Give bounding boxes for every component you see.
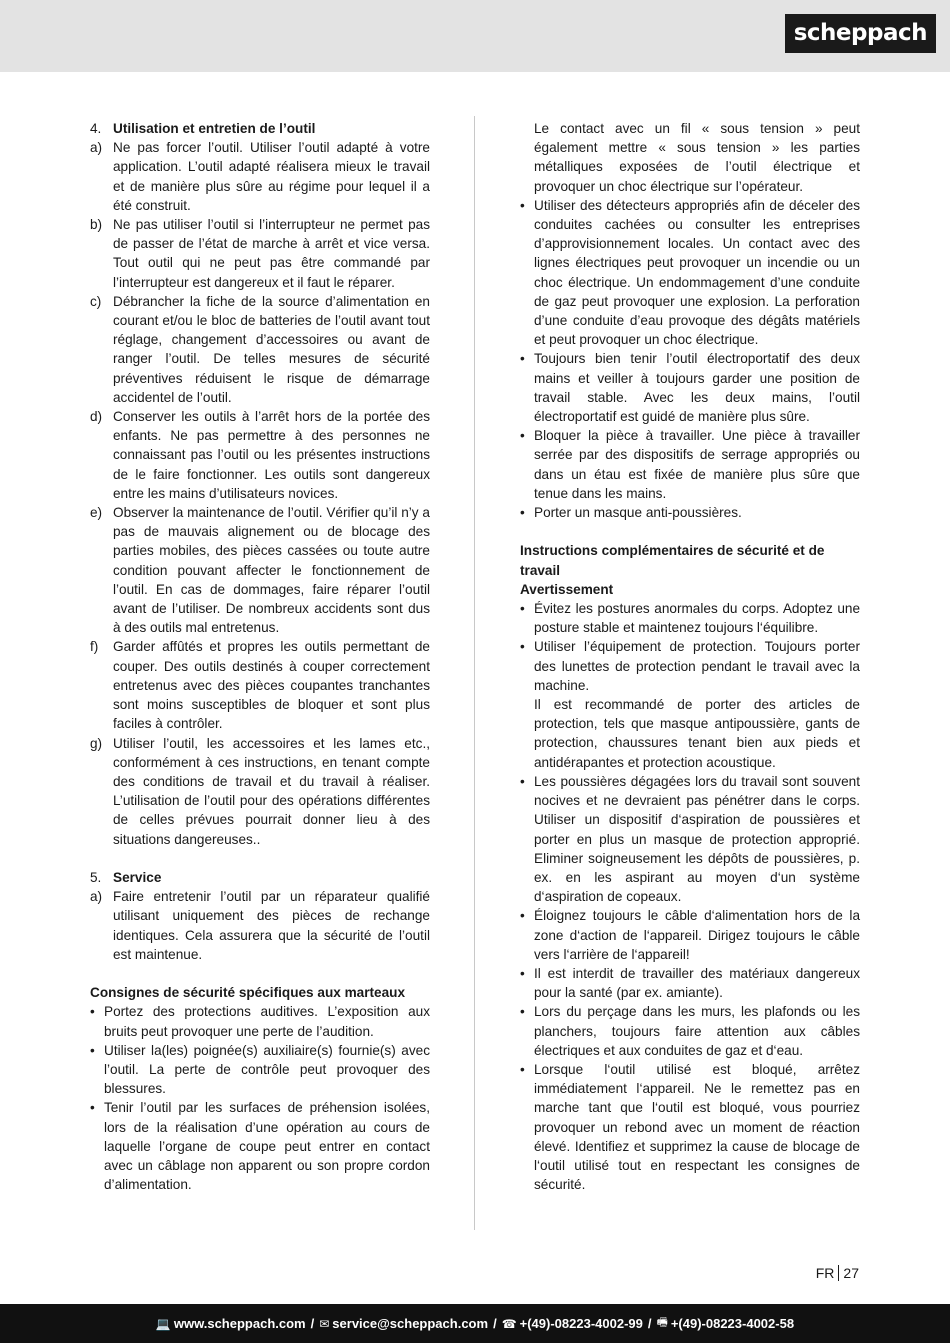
section-title: Service [113, 869, 162, 885]
brand-logo: scheppach [785, 14, 936, 53]
protection-note: Il est recommandé de porter des articles de protection, tels que masque antipoussière, gants de protection, chaussures tenant bien aux pieds et antidérapantes et protection acoustique. [534, 697, 860, 770]
bullet-icon: • [520, 773, 525, 789]
bullet-item: • Utiliser la(les) poignée(s) auxiliaire(s) fournie(s) avec l’outil. La perte de contrôle peut provoquer des blessures. [90, 1041, 430, 1099]
bullet-item: • Il est interdit de travailler des matériaux dangereux pour la santé (par ex. amiante). [520, 964, 860, 1002]
footer-bar [0, 1304, 950, 1343]
footer-email[interactable]: service@scheppach.com [332, 1316, 489, 1331]
bullet-icon: • [520, 908, 525, 924]
spacer [90, 849, 430, 868]
list-item: e) Observer la maintenance de l’outil. Vérifier qu’il n’y a pas de mauvais alignement ou de blocage des parties mobiles, des pièces cassées ou toute autre condition pouvant affecter le fonctionnement de l’outil. En cas de dommages, faire réparer l’outil avant de l’utiliser. De nombreux accidents sont dus à des outils mal entretenus. [90, 505, 430, 636]
fax-icon: 🖷 [656, 1315, 668, 1329]
bullet-item: • Porter un masque anti-poussières. [520, 503, 860, 522]
spacer [90, 964, 430, 983]
extra-instructions-title: Instructions complémentaires de sécurité et de travail [520, 543, 825, 578]
bullet-item: • Lorsque l‘outil utilisé est bloqué, arrêtez immédiatement l‘appareil. Ne le remettez pas en marche tant que l‘outil est bloqué, vous pourriez provoquer un rebond avec un moment de réaction élevé. Identifiez et supprimez la cause de blocage de l‘outil utilisé tout en respectant les consignes de sécurité. [520, 1060, 860, 1194]
bullet-icon: • [520, 197, 525, 213]
page-separator [838, 1265, 839, 1281]
section-4-heading [90, 119, 430, 138]
left-column [90, 119, 430, 1194]
bullet-icon: • [520, 1061, 525, 1077]
mail-icon: ✉ [319, 1316, 330, 1331]
list-item: g) Utiliser l’outil, les accessoires et les lames etc., conformément à ces instructions, en tenant compte des conditions de travail et du travail à réaliser. L’utilisation de l’outil pour des opérations différentes de celles prévues pourrait donner lieu à des situations dangereuses.. [90, 735, 430, 847]
hammer-safety-title: Consignes de sécurité spécifiques aux marteaux [90, 985, 406, 1001]
page-index: 27 [843, 1265, 859, 1281]
list-item: f) Garder affûtés et propres les outils permettant de couper. Des outils destinés à couper correctement entretenus avec des pièces coupantes tranchantes sont moins susceptibles de bloquer et sont plus faciles à contrôler. [90, 639, 430, 732]
section-number: 5. [90, 869, 102, 885]
section-5-heading [90, 868, 430, 887]
page-number [816, 1265, 859, 1281]
continued-paragraph: Le contact avec un fil « sous tension » peut également mettre « sous tension » les parties métalliques exposées de l’outil électrique et provoquer un choc électrique sur l’opérateur. [534, 121, 860, 194]
phone-icon: ☎ [501, 1316, 517, 1331]
bullet-icon: • [520, 428, 525, 444]
bullet-icon: • [90, 1004, 95, 1020]
computer-icon: 💻 [155, 1316, 171, 1331]
section-title: Utilisation et entretien de l’outil [113, 121, 316, 136]
header-band [0, 0, 950, 72]
bullet-icon: • [520, 601, 525, 617]
footer-fax: +(49)-08223-4002-58 [670, 1316, 795, 1331]
bullet-item: • Utiliser des détecteurs appropriés afin de déceler des conduites cachées ou consulter les entreprises d’approvisionnement locales. Un contact avec des lignes électriques peut provoquer un incendie ou un choc électrique. Un endommagement d’une conduite de gaz peut provoquer une explosion. La perforation d’une conduite d’eau provoque des dégâts matériels et peut provoquer un choc électrique. [520, 196, 860, 350]
bullet-item: • Portez des protections auditives. L’exposition aux bruits peut provoquer une perte de l’audition. [90, 1002, 430, 1040]
footer-website[interactable]: www.scheppach.com [173, 1316, 306, 1331]
footer-separator: / [310, 1316, 315, 1331]
page-language: FR [815, 1265, 835, 1281]
bullet-icon: • [90, 1042, 95, 1058]
bullet-icon: • [520, 965, 525, 981]
bullet-icon: • [520, 1004, 525, 1020]
bullet-icon: • [90, 1100, 95, 1116]
bullet-icon: • [520, 639, 525, 655]
bullet-item: • Tenir l’outil par les surfaces de préhension isolées, lors de la réalisation d’une opération au cours de laquelle l’organe de coupe peut entrer en contact avec un câblage non apparent ou son propre cordon d’alimentation. [90, 1098, 430, 1194]
bullet-icon: • [520, 505, 525, 521]
footer-separator: / [493, 1316, 497, 1331]
list-item: b) Ne pas utiliser l’outil si l’interrupteur ne permet pas de passer de l’état de marche à arrêt et vice versa. Tout outil qui ne peut pas être commandé par l’interrupteur est dangereux et il faut le réparer. [90, 217, 430, 290]
list-item: a) Faire entretenir l’outil par un réparateur qualifié utilisant uniquement des pièces de rechange identiques. Cela assurera que la sécurité de l’outil est maintenue. [90, 889, 430, 962]
right-column [520, 119, 860, 1194]
spacer [520, 522, 860, 541]
list-item: c) Débrancher la fiche de la source d’alimentation en courant et/ou le bloc de batteries de l’outil avant tout réglage, changement d’accessoires ou avant de ranger l’outil. De telles mesures de sécurité préventives réduisent le risque de démarrage accidentel de l’outil. [90, 293, 430, 405]
bullet-item: • Utiliser l’équipement de protection. Toujours porter des lunettes de protection pendant le travail avec la machine. [520, 637, 860, 695]
list-item: d) Conserver les outils à l’arrêt hors de la portée des enfants. Ne pas permettre à des personnes ne connaissant pas l’outil ou les présentes instructions de le faire fonctionner. Les outils sont dangereux entre les mains d’utilisateurs novices. [90, 409, 430, 501]
footer-separator: / [647, 1316, 652, 1331]
bullet-item: • Lors du perçage dans les murs, les plafonds ou les planchers, toujours faire attention aux câbles électriques et aux conduites de gaz et d‘eau. [520, 1002, 860, 1060]
footer-phone: +(49)-08223-4002-99 [519, 1316, 643, 1331]
bullet-item: • Bloquer la pièce à travailler. Une pièce à travailler serrée par des dispositifs de serrage appropriés ou dans un étau est fixée de manière plus sûre que tenue dans les mains. [520, 426, 860, 503]
bullet-item: • Toujours bien tenir l’outil électroportatif des deux mains et veiller à toujours garder une position de travail stable. Avec les deux mains, l’outil électroportatif est guidé de manière plus sûre. [520, 349, 860, 426]
list-item: a) Ne pas forcer l’outil. Utiliser l’outil adapté à votre application. L’outil adapté réalisera mieux le travail et de manière plus sûre au régime pour lequel il a été construit. [90, 140, 430, 213]
column-divider [474, 116, 475, 1230]
section-number: 4. [90, 121, 102, 136]
warning-title: Avertissement [520, 581, 614, 597]
bullet-item: • Évitez les postures anormales du corps. Adoptez une posture stable et maintenez toujours l‘équilibre. [520, 599, 860, 637]
bullet-icon: • [520, 351, 525, 367]
bullet-item: • Éloignez toujours le câble d‘alimentation hors de la zone d‘action de l‘appareil. Dirigez toujours le câble vers l‘arrière de l‘appareil! [520, 906, 860, 964]
bullet-item: • Les poussières dégagées lors du travail sont souvent nocives et ne devraient pas pénétrer dans le corps. Utiliser un dispositif d‘aspiration de poussières et porter en plus un masque de protection approprié. Eliminer soigneusement les dépôts de poussières, p. ex. en les aspirant au moyen d‘un système d‘aspiration de copeaux. [520, 772, 860, 906]
